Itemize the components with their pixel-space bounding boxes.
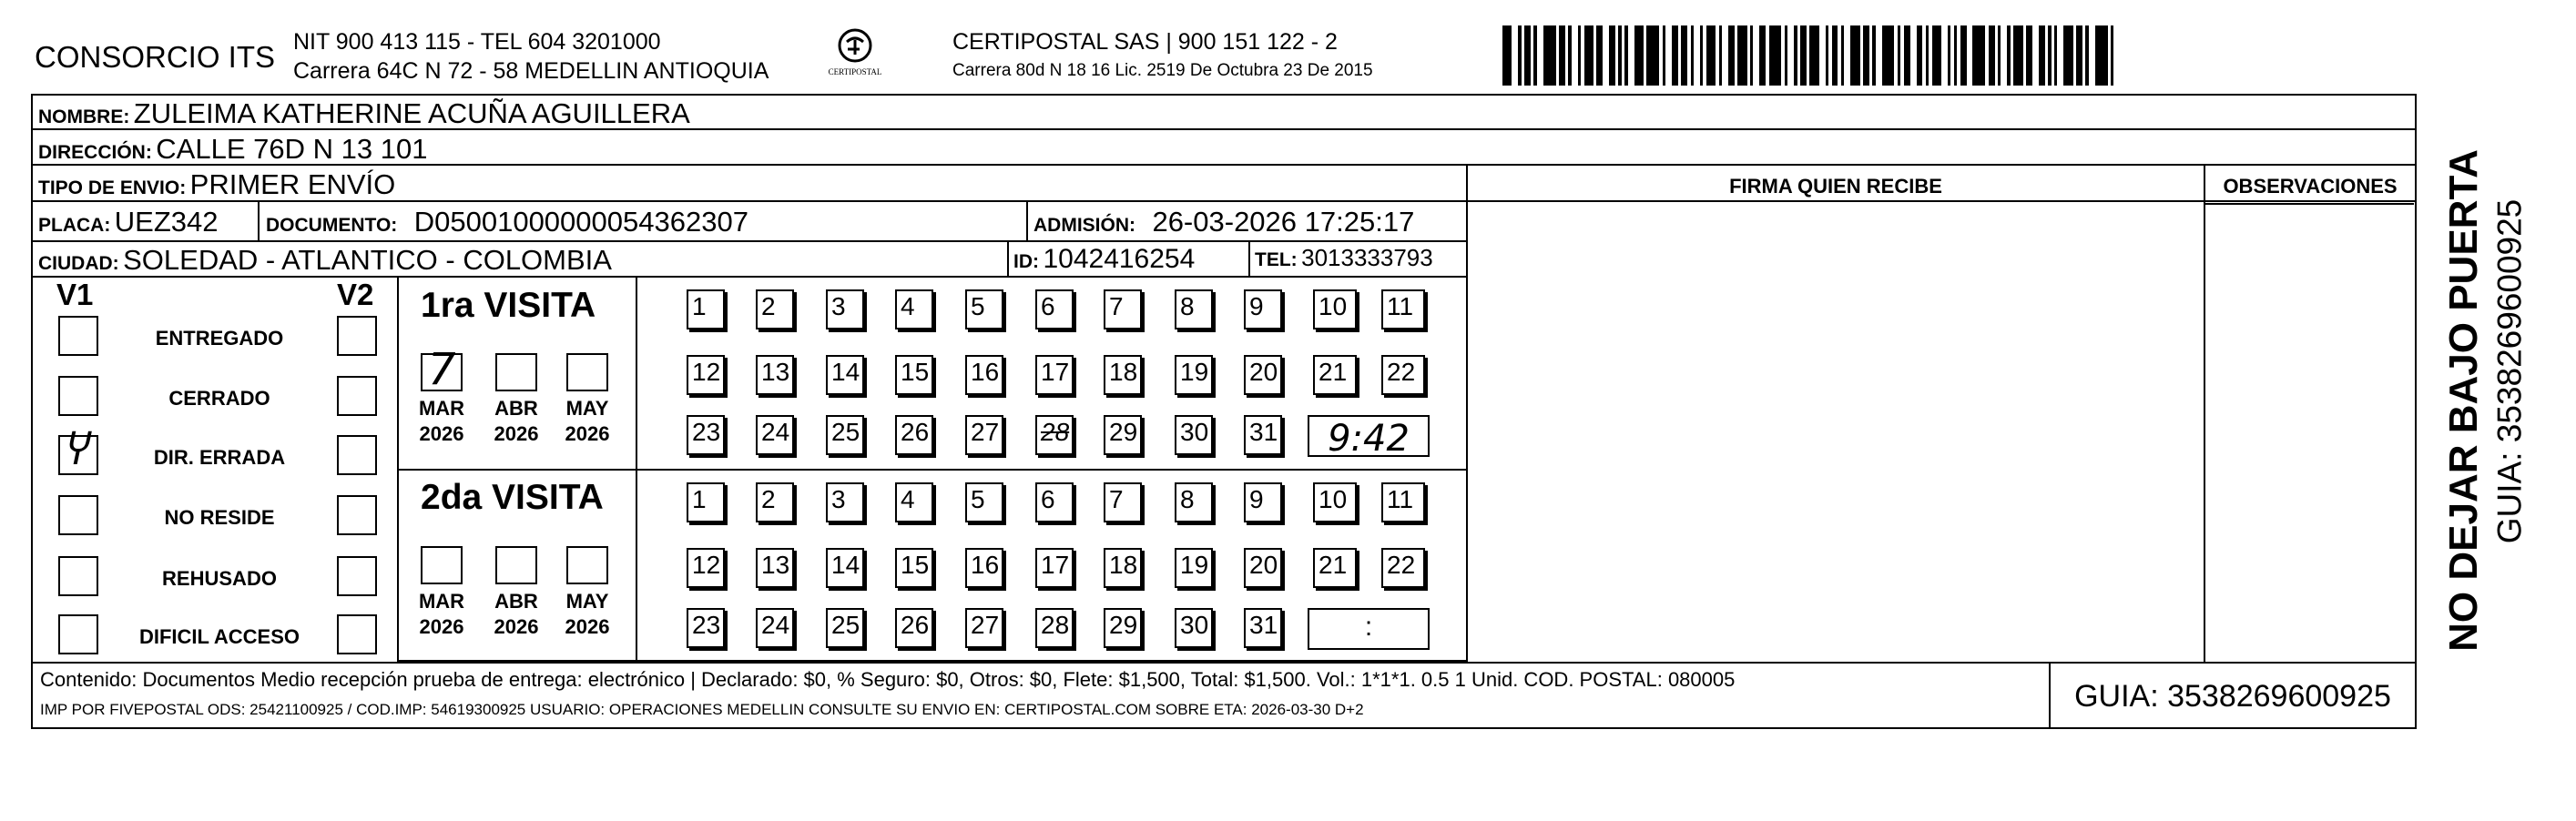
observaciones-header: OBSERVACIONES: [2223, 175, 2398, 198]
visit1-year-label: 2026: [494, 422, 539, 445]
visit2-day-14[interactable]: 14: [826, 548, 864, 588]
visit2-day-28[interactable]: 28: [1035, 608, 1074, 648]
footer-line1: Contenido: Documentos Medio recepción prueba de entrega: electrónico | Declarado: $0, % Seguro: $0, Otros: $0, Flete: $1,500, Total: $1,500. Vol.: 1*1*1. 0.5 1 Unid. COD. POSTAL: 080005: [40, 668, 1736, 691]
visit1-day-17[interactable]: 17: [1035, 355, 1074, 395]
tipo-row: [38, 170, 395, 198]
visit1-day-4[interactable]: 4: [895, 289, 933, 329]
visit2-day-29[interactable]: 29: [1104, 608, 1142, 648]
visit1-month-label: ABR: [494, 397, 538, 420]
admision-value: 26-03-2026 17:25:17: [1152, 206, 1415, 238]
footer-guia: GUIA: 3538269600925: [2074, 679, 2391, 714]
visit1-day-13[interactable]: 13: [756, 355, 794, 395]
visit1-month-label: MAY: [565, 397, 609, 420]
v2-checkbox-1[interactable]: [337, 316, 377, 356]
visit2-title: 2da VISITA: [421, 478, 604, 517]
visit2-month-checkbox-mar[interactable]: [421, 546, 463, 584]
tipo-label: TIPO DE ENVIO:: [38, 177, 187, 198]
v1-checkbox-2[interactable]: [58, 376, 98, 416]
visit2-day-30[interactable]: 30: [1175, 608, 1213, 648]
v1-checkbox-6[interactable]: [58, 614, 98, 654]
visit1-month-checkbox-may[interactable]: [566, 353, 608, 391]
nombre-row: [38, 99, 690, 127]
admision-cell: [1033, 208, 1414, 236]
carrier-line2: Carrera 80d N 18 16 Lic. 2519 De Octubra 23 De 2015: [952, 61, 1373, 80]
visit2-day-10[interactable]: 10: [1313, 482, 1357, 522]
visit2-month-checkbox-abr[interactable]: [495, 546, 537, 584]
visit1-day-29[interactable]: 29: [1104, 415, 1142, 455]
visit1-day-8[interactable]: 8: [1175, 289, 1213, 329]
visit2-day-20[interactable]: 20: [1244, 548, 1282, 588]
company-name: CONSORCIO ITS: [35, 40, 276, 74]
tipo-value: PRIMER ENVÍO: [189, 168, 396, 200]
visit1-month-label: MAR: [418, 397, 465, 420]
certipostal-logo-icon: [827, 27, 883, 82]
visit1-day-19[interactable]: 19: [1175, 355, 1213, 395]
tel-value: 3013333793: [1301, 244, 1433, 271]
visit1-day-25[interactable]: 25: [826, 415, 864, 455]
visit2-day-6[interactable]: 6: [1035, 482, 1074, 522]
status-label-3: DIR. ERRADA: [153, 446, 286, 469]
v2-checkbox-5[interactable]: [337, 556, 377, 596]
visit1-year-label: 2026: [565, 422, 610, 445]
visit2-day-11[interactable]: 11: [1381, 482, 1425, 522]
v2-checkbox-2[interactable]: [337, 376, 377, 416]
tel-label: TEL:: [1255, 249, 1298, 270]
visit2-day-5[interactable]: 5: [965, 482, 1003, 522]
side-guia: GUIA: 3538269600925: [2490, 198, 2529, 544]
documento-value: D05001000000054362307: [413, 206, 748, 238]
side-notice: NO DEJAR BAJO PUERTA: [2441, 149, 2486, 652]
visit1-title: 1ra VISITA: [421, 286, 596, 325]
visit2-day-16[interactable]: 16: [965, 548, 1003, 588]
v1-checkbox-1[interactable]: [58, 316, 98, 356]
status-label-1: ENTREGADO: [155, 327, 284, 350]
visit2-day-2[interactable]: 2: [756, 482, 794, 522]
visit2-day-7[interactable]: 7: [1104, 482, 1142, 522]
barcode: [1502, 25, 2231, 86]
visit2-day-12[interactable]: 12: [687, 548, 725, 588]
v2-checkbox-6[interactable]: [337, 614, 377, 654]
visit1-day-31[interactable]: 31: [1244, 415, 1282, 455]
visit2-month-label: MAY: [565, 590, 609, 613]
visit2-day-22[interactable]: 22: [1381, 548, 1425, 588]
visit2-day-24[interactable]: 24: [756, 608, 794, 648]
visit1-day-15[interactable]: 15: [895, 355, 933, 395]
visit2-time-box[interactable]: :: [1308, 608, 1430, 650]
id-label: ID:: [1013, 251, 1039, 272]
firma-header: FIRMA QUIEN RECIBE: [1729, 175, 1942, 198]
logo-text: CERTIPOSTAL: [828, 67, 882, 76]
visit1-day-9[interactable]: 9: [1244, 289, 1282, 329]
visit1-day-30[interactable]: 30: [1175, 415, 1213, 455]
ciudad-label: CIUDAD:: [38, 253, 119, 274]
visit1-day-5[interactable]: 5: [965, 289, 1003, 329]
nombre-value: ZULEIMA KATHERINE ACUÑA AGUILLERA: [133, 97, 690, 129]
ciudad-value: SOLEDAD - ATLANTICO - COLOMBIA: [123, 244, 612, 276]
status-label-4: NO RESIDE: [164, 506, 275, 529]
v1-checkbox-5[interactable]: [58, 556, 98, 596]
visit1-day-16[interactable]: 16: [965, 355, 1003, 395]
placa-value: UEZ342: [114, 206, 219, 238]
documento-cell: [266, 208, 748, 236]
ciudad-cell: [38, 246, 612, 274]
v1-checkbox-4[interactable]: [58, 495, 98, 535]
visit1-day-20[interactable]: 20: [1244, 355, 1282, 395]
visit1-month-handwritten-mark: 7: [428, 344, 456, 395]
id-value: 1042416254: [1043, 244, 1196, 274]
visit1-day-1[interactable]: 1: [687, 289, 725, 329]
visit2-day-25[interactable]: 25: [826, 608, 864, 648]
visit2-day-4[interactable]: 4: [895, 482, 933, 522]
visit1-day-22[interactable]: 22: [1381, 355, 1425, 395]
visit2-month-label: ABR: [494, 590, 538, 613]
visit2-year-label: 2026: [565, 615, 610, 638]
direccion-row: [38, 135, 427, 163]
visit2-day-9[interactable]: 9: [1244, 482, 1282, 522]
visit2-day-21[interactable]: 21: [1313, 548, 1357, 588]
footer-line2: IMP POR FIVEPOSTAL ODS: 25421100925 / COD.IMP: 54619300925 USUARIO: OPERACIONES MEDELLIN CONSULTE SU ENVIO EN: CERTIPOSTAL.COM SOBRE ETA: 2026-03-30 D+2: [40, 701, 1364, 718]
tel-cell: [1255, 246, 1433, 269]
placa-label: PLACA:: [38, 215, 111, 236]
company-line2: Carrera 64C N 72 - 58 MEDELLIN ANTIOQUIA: [293, 58, 769, 84]
direccion-value: CALLE 76D N 13 101: [156, 133, 428, 165]
visit2-day-1[interactable]: 1: [687, 482, 725, 522]
nombre-label: NOMBRE:: [38, 106, 130, 127]
id-cell: [1013, 246, 1195, 273]
status-label-2: CERRADO: [168, 387, 270, 410]
status-label-5: REHUSADO: [162, 567, 277, 590]
visit2-month-label: MAR: [418, 590, 465, 613]
v2-checkbox-4[interactable]: [337, 495, 377, 535]
visit1-day-21[interactable]: 21: [1313, 355, 1357, 395]
visit2-day-31[interactable]: 31: [1244, 608, 1282, 648]
visit2-day-27[interactable]: 27: [965, 608, 1003, 648]
direccion-label: DIRECCIÓN:: [38, 142, 152, 163]
placa-cell: [38, 208, 219, 236]
visit2-month-checkbox-may[interactable]: [566, 546, 608, 584]
visit2-day-17[interactable]: 17: [1035, 548, 1074, 588]
status-label-6: DIFICIL ACCESO: [138, 625, 300, 648]
visit1-day-14[interactable]: 14: [826, 355, 864, 395]
v1-handwritten-mark: Ⴤ: [64, 428, 88, 474]
visit1-day-18[interactable]: 18: [1104, 355, 1142, 395]
visit2-year-label: 2026: [419, 615, 464, 638]
visit1-day-24[interactable]: 24: [756, 415, 794, 455]
visit2-day-18[interactable]: 18: [1104, 548, 1142, 588]
visit1-day-3[interactable]: 3: [826, 289, 864, 329]
v2-label: V2: [337, 278, 374, 311]
visit2-day-3[interactable]: 3: [826, 482, 864, 522]
visit1-day-12[interactable]: 12: [687, 355, 725, 395]
visit1-day-28[interactable]: 28: [1035, 415, 1074, 455]
visit2-day-19[interactable]: 19: [1175, 548, 1213, 588]
visit2-day-26[interactable]: 26: [895, 608, 933, 648]
visit1-day-27[interactable]: 27: [965, 415, 1003, 455]
visit2-day-23[interactable]: 23: [687, 608, 725, 648]
v2-checkbox-3[interactable]: [337, 435, 377, 475]
visit1-time-box[interactable]: 9:42: [1308, 415, 1430, 457]
documento-label: DOCUMENTO:: [266, 215, 398, 236]
v1-label: V1: [56, 278, 94, 311]
visit1-day-6[interactable]: 6: [1035, 289, 1074, 329]
visit2-day-8[interactable]: 8: [1175, 482, 1213, 522]
admision-label: ADMISIÓN:: [1033, 215, 1135, 236]
visit2-day-13[interactable]: 13: [756, 548, 794, 588]
visit1-day-10[interactable]: 10: [1313, 289, 1357, 329]
company-line1: NIT 900 413 115 - TEL 604 3201000: [293, 29, 661, 55]
visit1-month-checkbox-abr[interactable]: [495, 353, 537, 391]
visit1-day-26[interactable]: 26: [895, 415, 933, 455]
visit1-day-23[interactable]: 23: [687, 415, 725, 455]
visit1-day-7[interactable]: 7: [1104, 289, 1142, 329]
visit1-day-11[interactable]: 11: [1381, 289, 1425, 329]
certipostal-logo: [827, 27, 883, 82]
visit1-year-label: 2026: [419, 422, 464, 445]
carrier-line1: CERTIPOSTAL SAS | 900 151 122 - 2: [952, 29, 1338, 55]
visit2-year-label: 2026: [494, 615, 539, 638]
visit2-day-15[interactable]: 15: [895, 548, 933, 588]
visit1-day-2[interactable]: 2: [756, 289, 794, 329]
